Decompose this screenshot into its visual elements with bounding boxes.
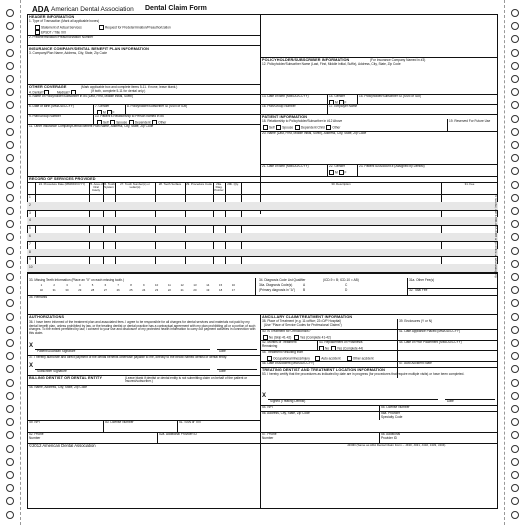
treating-section-title: TREATING DENTIST AND TREATMENT LOCATION INFORMATION — [262, 368, 386, 372]
tooth-cell[interactable]: 23 — [155, 288, 159, 292]
diagnosis-b[interactable]: B — [303, 288, 306, 292]
tractor-hole — [511, 339, 519, 347]
remarks-field[interactable]: 35. Remarks — [29, 295, 48, 299]
row-number: 2 — [29, 202, 31, 207]
f-label: F — [344, 100, 347, 105]
tractor-hole — [6, 35, 14, 43]
row-number: 3 — [29, 210, 31, 215]
tractor-hole — [511, 365, 519, 373]
other-coverage-note: (Mark applicable box and complete items 5-11. If none, leave blank.) — [81, 84, 178, 89]
tooth-cell[interactable]: 2 — [53, 283, 55, 287]
tractor-hole — [6, 418, 14, 426]
tractor-hole — [511, 154, 519, 162]
tooth-cell[interactable]: 13 — [193, 283, 197, 287]
tooth-cell[interactable]: 3 — [66, 283, 68, 287]
tractor-hole — [6, 207, 14, 215]
copyright-footer: ©2012 American Dental Association — [29, 443, 96, 448]
treating-license-field-55[interactable]: 55. License Number — [381, 405, 410, 409]
tractor-hole — [511, 445, 519, 453]
subscriber-signature-field[interactable]: Subscriber Signature — [37, 369, 67, 373]
tractor-hole — [511, 35, 519, 43]
tractor-hole — [6, 352, 14, 360]
tooth-cell[interactable]: 29 — [78, 288, 82, 292]
tooth-cell[interactable]: 20 — [193, 288, 197, 292]
tooth-cell[interactable]: 32 — [39, 288, 43, 292]
rule — [447, 119, 448, 131]
dentist-signature-field[interactable]: Signed (Treating Dentist) — [270, 399, 306, 403]
services-column-header: 29b. Qty. — [227, 182, 239, 186]
rule — [357, 94, 358, 104]
header-section-title: HEADER INFORMATION — [29, 15, 75, 19]
rule — [27, 295, 498, 296]
prosthesis-field-43: 43. Replacement of Prosthesis — [319, 340, 363, 344]
subscriber-id-field-8[interactable]: 8. Policyholder/Subscriber ID (SSN or ID#) — [127, 104, 188, 108]
tractor-hole — [6, 88, 14, 96]
tooth-cell[interactable]: 1 — [40, 283, 43, 287]
row-number: 9 — [29, 257, 31, 262]
ancillary-section-title: ANCILLARY CLAIM/TREATMENT INFORMATION — [262, 315, 353, 319]
tooth-cell[interactable]: 25 — [129, 288, 133, 292]
relationship-field-10: 10. Patient's Relationship to Person named in #5 — [95, 114, 164, 118]
checkbox-m[interactable] — [329, 170, 334, 175]
table-row[interactable] — [27, 194, 498, 202]
occupational-label: Occupational illness/injury — [273, 356, 310, 361]
table-row[interactable] — [27, 233, 498, 241]
tractor-hole — [6, 273, 14, 281]
tooth-cell[interactable]: 5 — [91, 283, 94, 287]
patient-signature-field[interactable]: Patient/Guardian Signature — [37, 349, 76, 353]
rule — [327, 164, 328, 176]
tractor-hole — [511, 101, 519, 109]
tooth-cell[interactable]: 9 — [143, 283, 145, 287]
employer-field-17[interactable]: 17. Employer Name — [329, 104, 358, 108]
accident-state-field-47[interactable]: 47. Auto Accident State — [399, 361, 432, 365]
other-fees-field[interactable]: 31a. Other Fee(s) — [409, 278, 435, 282]
m-label: M — [335, 170, 338, 175]
tractor-hole — [6, 326, 14, 334]
treating-address-field-56[interactable]: 56. Address, City, State, Zip Code — [262, 411, 310, 415]
tractor-hole — [6, 260, 14, 268]
left-tractor-strip — [0, 0, 21, 525]
tractor-hole — [6, 247, 14, 255]
table-row[interactable] — [27, 210, 498, 218]
tractor-hole — [6, 365, 14, 373]
checkbox[interactable] — [276, 125, 281, 130]
policyholder-note: (For Insurance Company Named in #3) — [370, 57, 426, 62]
specialty-code-field-56a[interactable]: 56a. Provider Specialty Code — [381, 411, 403, 419]
tooth-cell[interactable]: 7 — [117, 283, 119, 287]
row-number: 5 — [29, 226, 31, 231]
tractor-hole — [6, 431, 14, 439]
treating-npi-field-54[interactable]: 54. NPI — [262, 405, 273, 409]
rule — [27, 45, 260, 46]
rule — [27, 182, 498, 183]
rule — [379, 432, 380, 443]
tractor-hole — [6, 299, 14, 307]
total-fee-field[interactable]: 32. Total Fee — [409, 288, 428, 292]
enclosures-field-39[interactable]: 39. Enclosures (Y or N) — [399, 319, 433, 323]
dob-field-13[interactable]: 13. Date of Birth (MM/DD/CCYY) — [262, 94, 309, 98]
option-label: EPSDT / Title XIX — [41, 30, 67, 35]
tooth-cell[interactable]: 14 — [206, 283, 210, 287]
table-row[interactable] — [27, 217, 498, 225]
certification-53-text: 53. I hereby certify that the procedures as indicated by date are in progress (for procedures that require multiple visits) or have been completed. — [262, 372, 465, 376]
no-label: No (Skip 41-42) — [269, 335, 292, 340]
rule — [27, 273, 498, 274]
tractor-hole — [511, 273, 519, 281]
tractor-hole — [6, 220, 14, 228]
tractor-hole — [511, 141, 519, 149]
tractor-hole — [511, 75, 519, 83]
tooth-cell[interactable]: 31 — [52, 288, 56, 292]
place-of-treatment-field-38[interactable]: 38. Place of Treatment — [262, 319, 295, 323]
tractor-hole — [511, 471, 519, 479]
tooth-cell[interactable]: 12 — [180, 283, 184, 287]
tractor-hole — [6, 405, 14, 413]
tooth-cell[interactable]: 22 — [167, 288, 171, 292]
request-predetermination-option[interactable] — [99, 25, 171, 30]
relationship-18-options[interactable] — [263, 125, 340, 130]
billing-note: (Leave blank if dentist or dental entity is not submitting claim on behalf of the patient or insured/subscriber.) — [125, 375, 248, 384]
rule — [397, 319, 398, 378]
subscriber-signature-x: X — [29, 363, 34, 369]
missing-teeth-label: 33. Missing Teeth Information (Place an "X" on each missing tooth.) — [29, 278, 125, 282]
tractor-hole — [511, 115, 519, 123]
company-name-field[interactable]: 3. Company/Plan Name, Address, City, State, Zip Code — [29, 51, 108, 55]
tooth-cell[interactable]: 28 — [91, 288, 95, 292]
tooth-cell[interactable]: 4 — [79, 283, 81, 287]
tooth-cell[interactable]: 26 — [116, 288, 120, 292]
relationship-field-18: 18. Relationship to Policyholder/Subscriber in #12 Above — [262, 119, 343, 123]
dental-claim-form — [27, 4, 498, 519]
row-number: 7 — [29, 241, 31, 246]
option-label: 4. Dental? — [29, 90, 44, 95]
dependent-label: Dependent Child — [300, 125, 325, 130]
place-of-treatment-note: (e.g. 11=office; 22=O/P Hospital) — [295, 319, 342, 323]
tractor-hole — [511, 431, 519, 439]
billing-provider-id-field-52a[interactable]: 52a. Additional Provider ID — [159, 432, 197, 436]
yes-label: Yes (Complete 41-42) — [300, 335, 331, 340]
tractor-hole — [511, 88, 519, 96]
checkbox[interactable] — [295, 125, 300, 130]
diagnosis-qualifier-label: 34. Diagnosis Code List Qualifier — [259, 278, 306, 282]
tractor-hole — [511, 497, 519, 505]
plan-group-field-9[interactable]: 9. Plan/Group Number — [29, 114, 61, 118]
self-label: Self — [103, 120, 109, 125]
checkbox[interactable] — [326, 125, 331, 130]
m-label: M — [103, 110, 106, 115]
tractor-hole — [6, 49, 14, 57]
place-of-service-codes-note: (Use "Place of Service Codes for Professional Claims") — [264, 323, 342, 327]
tractor-hole — [6, 181, 14, 189]
tooth-cell[interactable]: 11 — [167, 283, 171, 287]
months-remaining-field-42[interactable]: 42. Months of Treatment Remaining — [262, 340, 297, 348]
services-column-header: 28. Tooth Surface — [158, 182, 182, 186]
auto-label: Auto accident — [321, 356, 341, 361]
tractor-hole — [6, 313, 14, 321]
policyholder-name-field[interactable]: 5. Name of Policyholder/Subscriber in #4 (Last, First, Middle Initial, Suffix) — [29, 94, 133, 98]
checkbox-f[interactable] — [339, 170, 344, 175]
tractor-hole — [6, 445, 14, 453]
other-label: Other — [332, 125, 341, 130]
self-label: Self — [269, 125, 275, 130]
tractor-hole — [6, 154, 14, 162]
dob-field-6[interactable]: 6. Date of Birth (MM/DD/CCYY) — [29, 104, 74, 108]
checkbox[interactable] — [263, 125, 268, 130]
m-label: M — [335, 100, 338, 105]
tractor-hole — [6, 128, 14, 136]
billing-phone-field-52[interactable]: 52. Phone Number — [29, 432, 44, 440]
tractor-hole — [6, 194, 14, 202]
tractor-hole — [511, 62, 519, 70]
rule — [27, 420, 260, 421]
billing-ssn-field-51[interactable]: 51. SSN or TIN — [179, 420, 201, 424]
tooth-cell[interactable]: 27 — [103, 288, 107, 292]
tractor-hole — [6, 458, 14, 466]
rule — [255, 278, 256, 295]
rule — [379, 405, 380, 420]
row-number: 1 — [29, 195, 31, 199]
dentist-date-field[interactable]: Date — [447, 399, 454, 403]
gender-field-7: 7. Gender — [95, 104, 110, 108]
authorization-37-text: 37. I hereby authorize and direct payment of the dental benefits otherwise payable to me, directly to the below named dentist or dental entity. — [29, 355, 228, 359]
organization-name: American Dental Association — [51, 6, 134, 13]
tractor-hole — [6, 141, 14, 149]
tooth-cell[interactable]: 6 — [104, 283, 107, 287]
diagnosis-d[interactable]: D — [345, 288, 348, 292]
tractor-hole — [511, 207, 519, 215]
authorizations-section-title: AUTHORIZATIONS — [29, 315, 65, 319]
diagnosis-c[interactable]: C — [345, 283, 348, 287]
billing-license-field-50[interactable]: 50. License Number — [105, 420, 134, 424]
tractor-hole — [6, 167, 14, 175]
dob-field-21[interactable]: 21. Date of Birth (MM/DD/CCYY) — [262, 164, 309, 168]
services-column-header: 30. Description — [331, 182, 351, 186]
other-coverage-section-title: OTHER COVERAGE — [29, 85, 67, 89]
form-name: Dental Claim Form — [145, 5, 207, 13]
spouse-label: Spouse — [282, 125, 294, 130]
rule — [407, 278, 408, 295]
other-insurance-field-11[interactable]: 11. Other Insurance Company/Dental Benefit Plan Name, Address, City, State, Zip Code — [29, 124, 154, 128]
tractor-hole — [6, 75, 14, 83]
patient-signature-x: X — [29, 343, 34, 349]
rule — [93, 114, 94, 124]
reserved-field-19: 19. Reserved For Future Use — [449, 119, 491, 123]
tractor-hole — [511, 247, 519, 255]
gender-22-options[interactable] — [329, 170, 347, 175]
checkbox[interactable] — [99, 25, 104, 30]
transaction-type-label: 1. Type of Transaction (Mark all applicable boxes) — [29, 19, 100, 23]
tractor-hole — [6, 497, 14, 505]
table-row[interactable] — [27, 241, 498, 249]
tooth-cell[interactable]: 19 — [206, 288, 210, 292]
tractor-hole — [511, 128, 519, 136]
diagnosis-qualifier-note: (ICD-9 = B; ICD-10 = AB) — [323, 278, 359, 282]
tractor-hole — [511, 299, 519, 307]
tractor-hole — [6, 484, 14, 492]
dependent-label: Dependent — [134, 120, 151, 125]
row-number: 4 — [29, 218, 31, 223]
table-row[interactable] — [27, 249, 498, 257]
table-row[interactable] — [27, 256, 498, 264]
if-both-note: (If both, complete 5-11 for dental only.) — [91, 89, 146, 93]
tractor-hole — [511, 233, 519, 241]
rule — [357, 164, 358, 176]
tractor-hole — [511, 220, 519, 228]
reorder-side-text: To reorder, call 1-800-ADA-2308 or go online at adacatalog.org — [494, 194, 498, 278]
services-column-header: 26. Tooth System — [103, 182, 115, 190]
services-column-header: 25. Area of Oral Cavity — [89, 182, 103, 193]
table-row[interactable] — [27, 264, 498, 272]
plan-group-field-16[interactable]: 16. Plan/Group Number — [262, 104, 296, 108]
tractor-hole — [511, 352, 519, 360]
tractor-hole — [511, 167, 519, 175]
tractor-hole — [6, 115, 14, 123]
option-label: Request for Predetermination/Preauthorization — [105, 25, 171, 30]
row-number: 10 — [29, 265, 33, 270]
services-column-header: 29a. Diag. Pointer — [214, 182, 224, 193]
tractor-hole — [6, 471, 14, 479]
table-row[interactable] — [27, 202, 498, 210]
ada-logo: ADA — [32, 5, 50, 14]
other-accident-label: Other accident — [352, 356, 374, 361]
tractor-hole — [6, 22, 14, 30]
date-appliance-field-41[interactable]: 41. Date Appliance Placed (MM/DD/CCYY) — [399, 329, 460, 333]
tractor-hole — [511, 181, 519, 189]
authorization-36-text: 36. I have been informed of the treatment plan and associated fees. I agree to be responsible for all charges for dental services and materials not paid by my dental benefit plan, unless prohibited by law, or the treating dentist or dental practice has a contractual agreement with my plan prohibiting all or a portion of such charges. To the extent permitted by law, I consent to your use and disclosure of my protected health information to carry out payment activities in connection with this claim. — [29, 320, 256, 336]
rule — [27, 432, 260, 433]
services-column-header: 27. Tooth Number(s) or Letter(s) — [120, 182, 150, 190]
tractor-hole — [511, 49, 519, 57]
tractor-hole — [6, 62, 14, 70]
gender-field-22: 22. Gender — [329, 164, 345, 168]
tooth-cell[interactable]: 15 — [219, 283, 223, 287]
tractor-hole — [6, 339, 14, 347]
subscriber-id-field-15[interactable]: 15. Policyholder/Subscriber ID (SSN or ID#) — [359, 94, 422, 98]
primary-diagnosis-note: (Primary diagnosis in "A") — [259, 288, 296, 292]
diagnosis-a[interactable]: A — [303, 283, 306, 287]
tooth-cell[interactable]: 16 — [231, 283, 235, 287]
patient-id-field-23[interactable]: 23. Patient ID/Account # (Assigned by Dentist) — [359, 164, 425, 168]
billing-address-field-48[interactable]: 48. Name, Address, City, State, Zip Code — [29, 385, 88, 389]
option-label: Statement of Actual Services — [41, 25, 82, 30]
rule — [317, 340, 318, 350]
billing-section-title: BILLING DENTIST OR DENTAL ENTITY — [29, 376, 103, 380]
row-number: 8 — [29, 249, 31, 254]
treating-provider-id-field-58[interactable]: 58. Additional Provider ID — [381, 432, 401, 440]
tractor-hole — [511, 286, 519, 294]
tractor-hole — [511, 22, 519, 30]
yes-label: Yes (Complete 44) — [336, 346, 364, 351]
treating-phone-field-57[interactable]: 57. Phone Number — [262, 432, 277, 440]
tooth-cell[interactable]: 10 — [155, 283, 159, 287]
spouse-label: Spouse — [116, 120, 128, 125]
tooth-cell[interactable]: 24 — [142, 288, 146, 292]
dentist-signature-x: X — [262, 393, 267, 399]
rule — [157, 432, 158, 443]
f-label: F — [112, 110, 115, 115]
tooth-cell[interactable]: 8 — [130, 283, 132, 287]
rule — [177, 420, 178, 432]
tractor-hole — [511, 484, 519, 492]
rule — [125, 104, 126, 114]
table-row[interactable] — [27, 225, 498, 233]
rule — [103, 420, 104, 432]
prior-placement-field-44[interactable]: 44. Date of Prior Placement (MM/DD/CCYY) — [399, 340, 462, 344]
patient-section-title: PATIENT INFORMATION — [262, 115, 308, 119]
services-section-title: RECORD OF SERVICES PROVIDED — [29, 177, 96, 181]
policyholder-section-title: POLICYHOLDER/SUBSCRIBER INFORMATION — [262, 58, 350, 62]
tractor-hole — [511, 405, 519, 413]
row-number: 6 — [29, 234, 31, 238]
tractor-hole — [511, 260, 519, 268]
tractor-hole — [6, 286, 14, 294]
tractor-hole — [6, 511, 14, 519]
tractor-hole — [511, 511, 519, 519]
subscriber-date-field[interactable]: Date — [219, 369, 226, 373]
no-label: No — [325, 346, 330, 351]
tooth-cell[interactable]: 18 — [219, 288, 223, 292]
tractor-hole — [511, 418, 519, 426]
tractor-hole — [511, 313, 519, 321]
predetermination-number-field[interactable]: 2. Predetermination/Preauthorization Number — [29, 35, 94, 39]
tractor-hole — [511, 9, 519, 17]
date-accident-field-46[interactable]: 46. Date of Accident (MM/DD/CCYY) — [262, 361, 315, 365]
tooth-cell[interactable]: 17 — [231, 288, 235, 292]
billing-npi-field-49[interactable]: 49. NPI — [29, 420, 40, 424]
tractor-hole — [511, 379, 519, 387]
tractor-hole — [6, 379, 14, 387]
form-number-footer: J430D (Same as ADA Dental Claim Form – J430, J431, J432, J433, J434) — [347, 443, 446, 447]
option-label: Medical? — [57, 90, 70, 95]
diagnosis-codes-label: 34a. Diagnosis Code(s) — [259, 283, 293, 287]
tractor-hole — [6, 101, 14, 109]
tractor-hole — [6, 392, 14, 400]
services-column-header: 31. Fee — [464, 182, 475, 186]
rule — [27, 176, 498, 177]
tractor-hole — [511, 392, 519, 400]
tractor-hole — [6, 9, 14, 17]
tractor-hole — [511, 458, 519, 466]
orthodontics-field-40: 40. Is Treatment for Orthodontics? — [262, 329, 311, 333]
treatment-resulting-field-45: 45. Treatment Resulting from — [262, 350, 304, 354]
form-title — [27, 4, 498, 14]
services-column-header: 29. Procedure Code — [186, 182, 212, 186]
policyholder-name-field-12[interactable]: 12. Policyholder/Subscriber Name (Last, First, Middle Initial, Suffix), Address, City, State, Zip Code — [262, 62, 401, 66]
tractor-hole — [511, 326, 519, 334]
insurance-section-title: INSURANCE COMPANY/DENTAL BENEFIT PLAN INFORMATION — [29, 47, 149, 51]
tractor-hole — [6, 233, 14, 241]
services-column-header: 24. Procedure Date (MM/DD/CCYY) — [38, 182, 86, 186]
patient-date-field[interactable]: Date — [219, 349, 226, 353]
other-label: Other — [158, 120, 167, 125]
tooth-cell[interactable]: 30 — [65, 288, 69, 292]
rule — [93, 104, 94, 114]
tractor-hole — [511, 194, 519, 202]
patient-name-field-20[interactable]: 20. Name (Last, First, Middle Initial, Suffix), Address, City, State, Zip Code — [262, 131, 367, 135]
gender-field-14: 14. Gender — [329, 94, 345, 98]
tooth-cell[interactable]: 21 — [180, 288, 184, 292]
f-label: F — [344, 170, 347, 175]
right-tractor-strip — [504, 0, 525, 525]
